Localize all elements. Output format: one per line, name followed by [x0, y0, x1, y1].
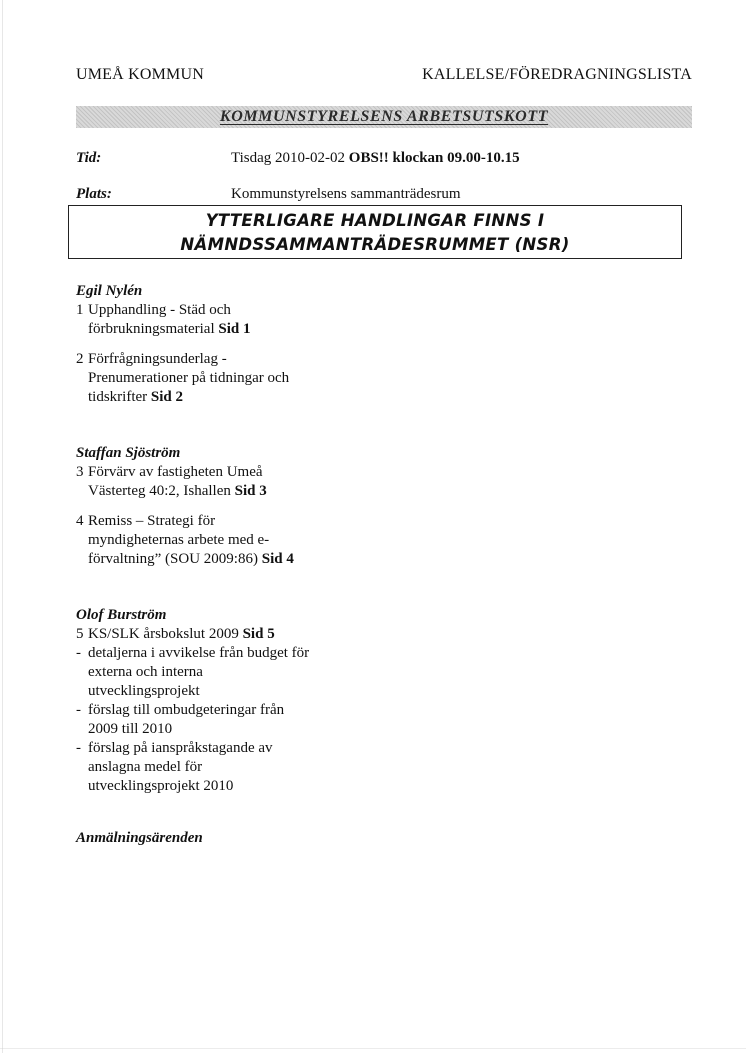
document-type: KALLELSE/FÖREDRAGNINGSLISTA [422, 66, 692, 83]
item-line: utvecklingsprojekt 2010 [88, 778, 234, 794]
item-line: Västerteg 40:2, Ishallen [88, 483, 235, 499]
item-page-ref: Sid 4 [261, 551, 294, 567]
agenda-item-1 [76, 301, 406, 339]
agenda-item-4 [76, 512, 406, 569]
item-line: 2009 till 2010 [88, 721, 173, 737]
section-person: Staffan Sjöström [76, 445, 181, 461]
item-line: förvaltning” (SOU 2009:86) [88, 551, 262, 567]
item-line: Upphandling - Städ och [88, 302, 231, 318]
item-line: tidskrifter [88, 389, 151, 405]
place-value: Kommunstyrelsens sammanträdesrum [231, 186, 461, 202]
agenda-section-3 [76, 606, 406, 796]
item-line: KS/SLK årsbokslut 2009 [88, 626, 243, 642]
item-line: Prenumerationer på tidningar och [88, 370, 290, 386]
scan-edge-bottom [0, 1048, 746, 1049]
item-line: utvecklingsprojekt [88, 683, 200, 699]
committee-banner [76, 106, 692, 128]
time-label: Tid: [76, 150, 102, 166]
item-line: Remiss – Strategi för [88, 513, 216, 529]
item-page-ref: Sid 3 [234, 483, 267, 499]
agenda-section-2 [76, 444, 406, 569]
item-line: anslagna medel för [88, 759, 203, 775]
sub-bullet-2 [76, 701, 406, 739]
bullet-dash: - [76, 740, 81, 756]
item-number: 3 [76, 464, 84, 480]
bullet-dash: - [76, 702, 81, 718]
item-number: 5 [76, 626, 84, 642]
time-value [231, 150, 520, 167]
committee-title: KOMMUNSTYRELSENS ARBETSUTSKOTT [219, 108, 549, 125]
notice-box [68, 205, 682, 259]
item-line: detaljerna i avvikelse från budget för [88, 645, 310, 661]
item-page-ref: Sid 1 [218, 321, 251, 337]
place-label: Plats: [76, 186, 112, 202]
section-person: Egil Nylén [76, 283, 143, 299]
sub-bullet-1 [76, 644, 406, 701]
item-line: Förvärv av fastigheten Umeå [88, 464, 263, 480]
sub-bullet-3 [76, 739, 406, 796]
agenda-section-1 [76, 282, 406, 407]
organization-name: UMEÅ KOMMUN [76, 66, 204, 83]
item-number: 1 [76, 302, 84, 318]
item-page-ref: Sid 2 [150, 389, 184, 405]
bullet-dash: - [76, 645, 81, 661]
scan-edge-left [2, 0, 3, 1053]
item-line: myndigheternas arbete med e- [88, 532, 270, 548]
item-line: förbrukningsmaterial [88, 321, 219, 337]
item-number: 4 [76, 513, 84, 529]
item-number: 2 [76, 351, 84, 367]
notice-line-1: YTTERLIGARE HANDLINGAR FINNS I [205, 211, 545, 230]
item-line: förslag till ombudgeteringar från [88, 702, 285, 718]
notice-line-2: NÄMNDSSAMMANTRÄDESRUMMET (NSR) [180, 235, 570, 254]
item-line: Förfrågningsunderlag - [88, 351, 227, 367]
agenda-item-5 [76, 625, 406, 644]
time-date: Tisdag 2010-02-02 [231, 150, 349, 166]
item-page-ref: Sid 5 [242, 626, 275, 642]
announcements-heading: Anmälningsärenden [76, 830, 203, 846]
item-line: förslag på ianspråkstagande av [88, 740, 273, 756]
item-line: externa och interna [88, 664, 203, 680]
agenda-item-3 [76, 463, 406, 501]
agenda-item-2 [76, 350, 406, 407]
time-notice: OBS!! klockan 09.00-10.15 [348, 150, 520, 166]
section-person: Olof Burström [76, 607, 167, 623]
